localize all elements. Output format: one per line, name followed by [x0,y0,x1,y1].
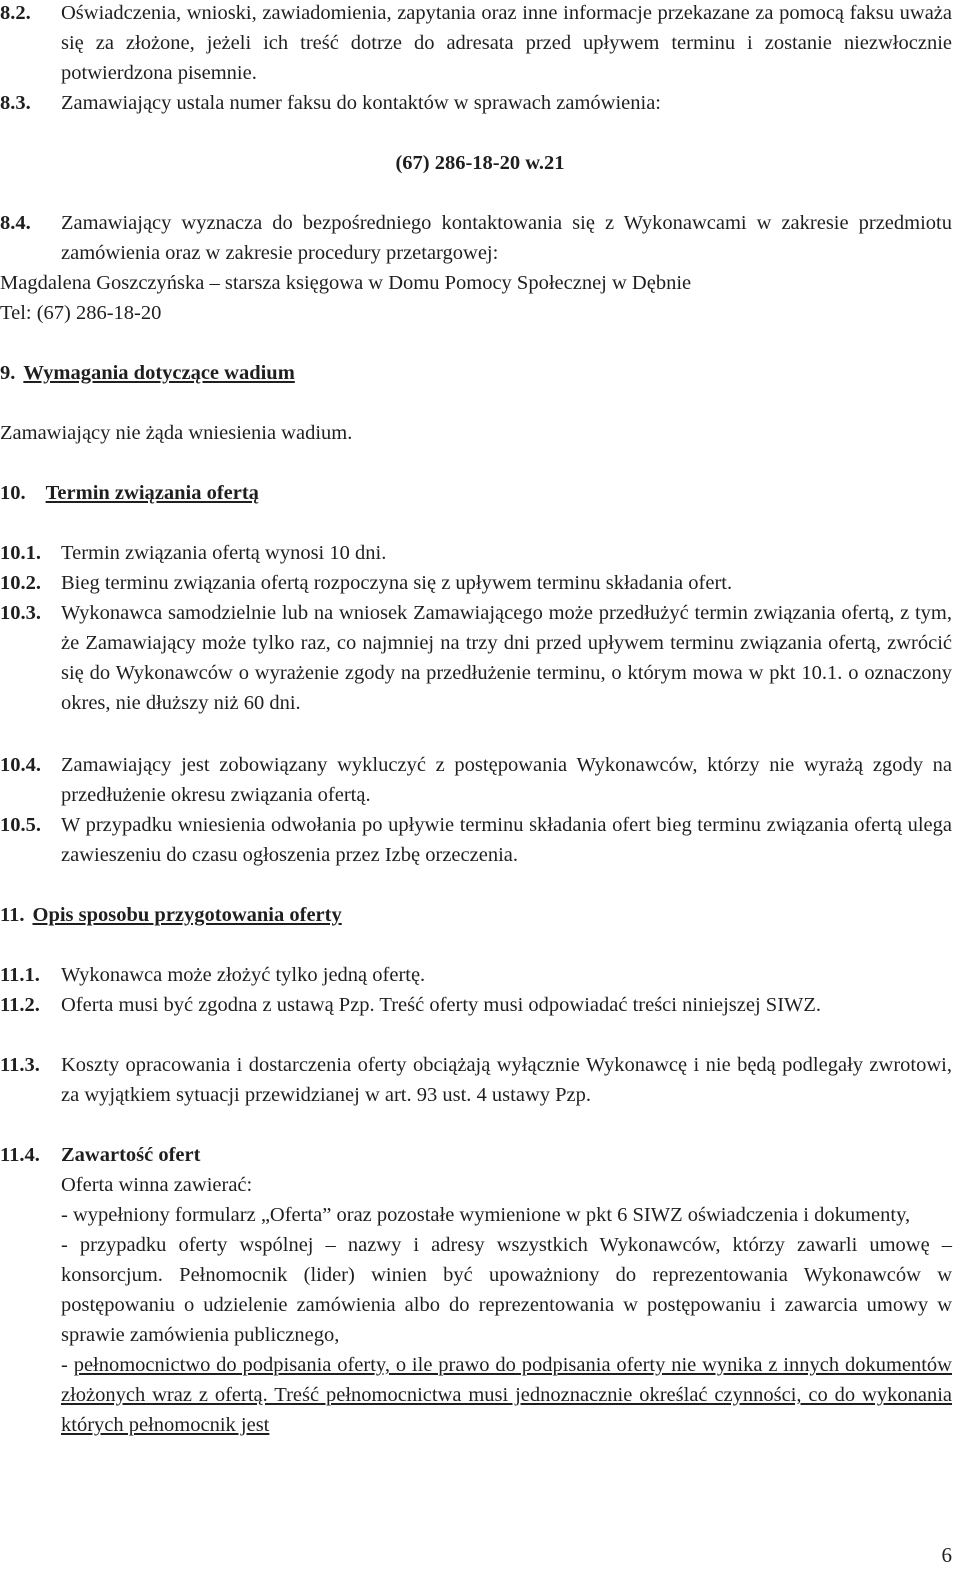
section-text: Zamawiający wyznacza do bezpośredniego kontaktowania się z Wykonawcami w zakresie przedmiotu zamówienia oraz w zakresie procedury przetargowej: [61,212,952,264]
section-9-heading [0,358,295,388]
section-number: 11.1. [0,964,40,986]
section-text: Oferta musi być zgodna z ustawą Pzp. Treść oferty musi odpowiadać treści niniejszej SIWZ. [61,994,822,1016]
section-number: 11.3. [0,1054,40,1076]
section-number: 10.4. [0,754,41,776]
section-number: 8.3. [0,92,31,114]
section-8-4 [0,208,952,268]
section-number: 10.5. [0,814,41,836]
bullet-prefix: - [61,1354,74,1376]
offer-contents-intro: Oferta winna zawierać: [61,1174,253,1196]
section-10-2 [0,568,952,598]
section-number: 10.2. [0,572,41,594]
section-10-5 [0,810,952,870]
section-number: 9. [0,362,16,384]
section-number: 8.4. [0,212,31,234]
section-11-3 [0,1050,952,1110]
section-10-4 [0,750,952,810]
section-number: 10.1. [0,542,41,564]
section-10-heading [0,478,259,508]
offer-contents-bullet-2: - przypadku oferty wspólnej – nazwy i adresy wszystkich Wykonawców, którzy zawarli umowę – konsorcjum. Pełnomocnik (lider) winien być upoważniony do reprezentowania Wykonawców w postępowaniu o udzielenie zamówienia albo do reprezentowania w postępowaniu i zawarcia umowy w sprawie zamówienia publicznego, [61,1234,952,1346]
fax-number: (67) 286-18-20 w.21 [395,152,565,174]
section-text: Bieg terminu związania ofertą rozpoczyna się z upływem terminu składania ofert. [61,572,733,594]
section-10-1 [0,538,952,568]
section-8-3 [0,88,952,118]
section-number: 8.2. [0,2,31,24]
section-number: 11.2. [0,994,40,1016]
offer-contents-bullet-1: - wypełniony formularz „Oferta” oraz pozostałe wymienione w pkt 6 SIWZ oświadczenia i dokumenty, [61,1204,911,1226]
section-title: Opis sposobu przygotowania oferty [32,904,342,926]
section-10-3 [0,598,952,718]
section-number: 11.4. [0,1144,40,1166]
section-text: W przypadku wniesienia odwołania po upływie terminu składania ofert bieg terminu związania ofertą ulega zawieszeniu do czasu ogłoszenia przez Izbę orzeczenia. [61,814,952,866]
section-text: Zamawiający jest zobowiązany wykluczyć z postępowania Wykonawców, którzy nie wyrażą zgody na przedłużenie okresu związania ofertą. [61,754,952,806]
section-11-1 [0,960,952,990]
section-9-text: Zamawiający nie żąda wniesienia wadium. [0,422,353,444]
section-text: Wykonawca samodzielnie lub na wniosek Zamawiającego może przedłużyć termin związania ofertą, z tym, że Zamawiający może tylko raz, co najmniej na trzy dni przed upływem terminu związania ofertą, zwrócić się do Wykonawców o wyrażenie zgody na przedłużenie terminu, o którym mowa w pkt 10.1. o oznaczony okres, nie dłuższy niż 60 dni. [61,602,952,714]
section-number: 10.3. [0,602,41,624]
section-title: Wymagania dotyczące wadium [23,362,295,384]
contact-phone: Tel: (67) 286-18-20 [0,302,162,324]
section-content [61,1140,952,1440]
section-title: Termin związania ofertą [45,482,259,504]
page-number: 6 [941,1543,952,1567]
section-title: Zawartość ofert [61,1144,201,1166]
section-11-4 [0,1140,952,1440]
section-text: Wykonawca może złożyć tylko jedną ofertę. [61,964,426,986]
section-11-heading [0,900,342,930]
section-8-2 [0,0,952,88]
section-number: 10. [0,482,26,504]
section-text: Koszty opracowania i dostarczenia oferty obciążają wyłącznie Wykonawcę i nie będą podlegały zwrotowi, za wyjątkiem sytuacji przewidzianej w art. 93 ust. 4 ustawy Pzp. [61,1054,952,1106]
contact-person: Magdalena Goszczyńska – starsza księgowa w Domu Pomocy Społecznej w Dębnie [0,272,692,294]
section-text: Zamawiający ustala numer faksu do kontaktów w sprawach zamówienia: [61,92,661,114]
offer-contents-bullet-3 [61,1350,952,1440]
section-11-2 [0,990,952,1020]
section-number: 11. [0,904,25,926]
section-text: Oświadczenia, wnioski, zawiadomienia, zapytania oraz inne informacje przekazane za pomocą faksu uważa się za złożone, jeżeli ich treść dotrze do adresata przed upływem terminu i zostanie niezwłocznie potwierdzona pisemnie. [61,2,952,84]
section-text: Termin związania ofertą wynosi 10 dni. [61,542,387,564]
underlined-text: pełnomocnictwo do podpisania oferty, o ile prawo do podpisania oferty nie wynika z innych dokumentów złożonych wraz z ofertą. Treść pełnomocnictwa musi jednoznacznie określać czynności, co do wykonania których pełnomocnik jest [61,1354,952,1436]
